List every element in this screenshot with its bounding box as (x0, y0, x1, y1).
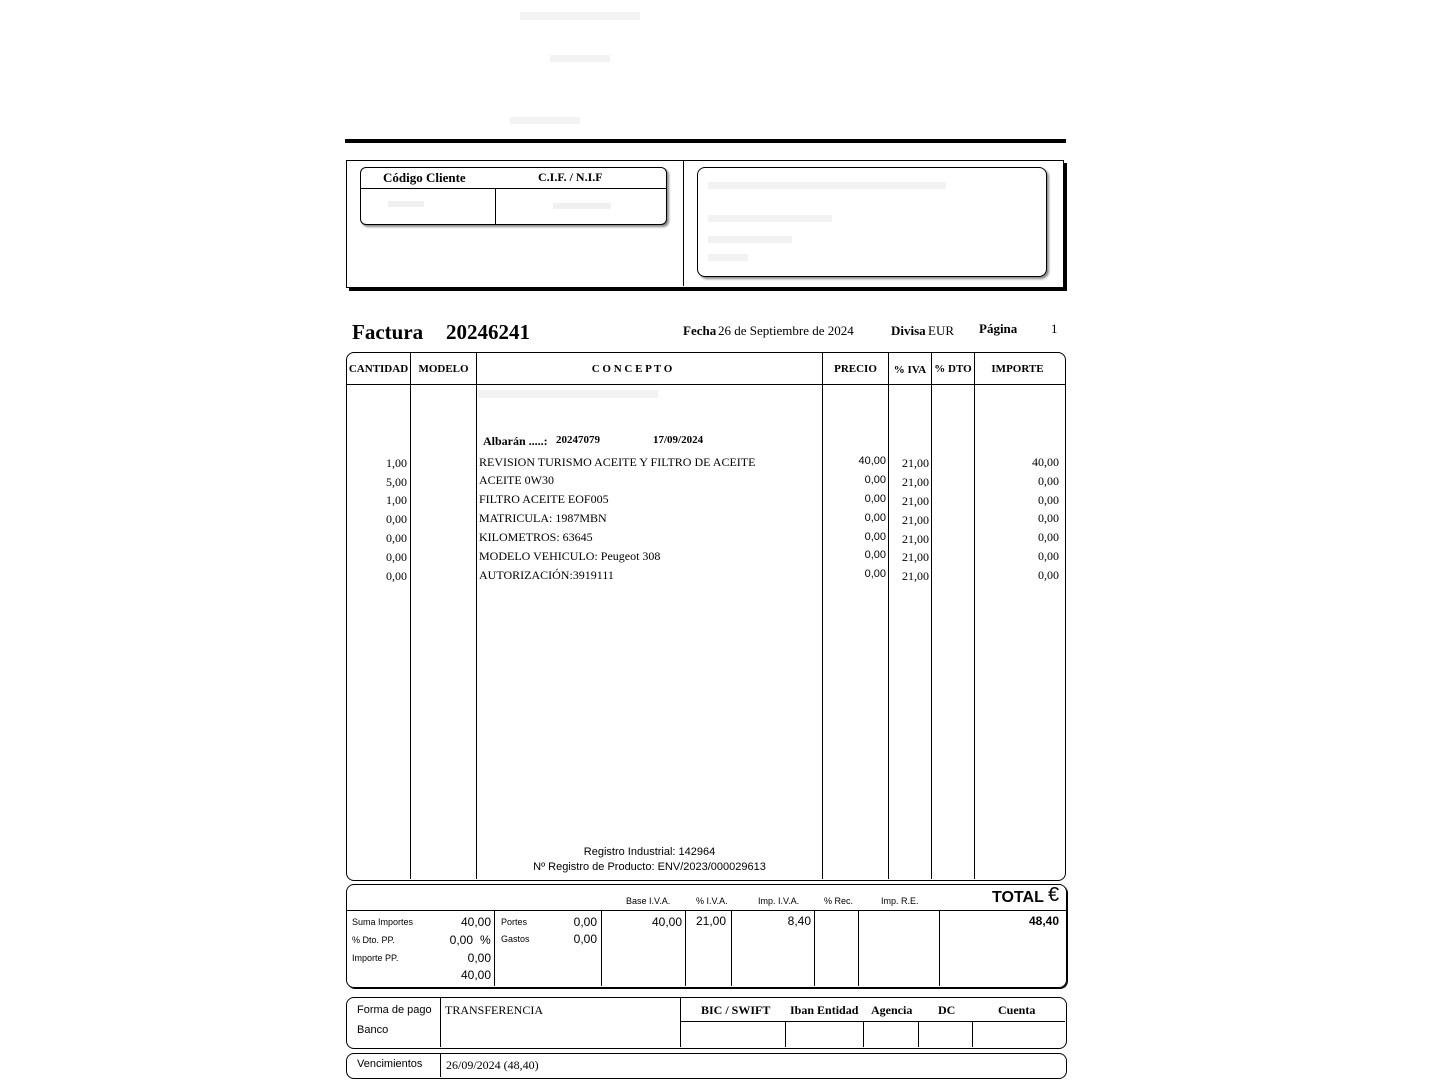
client-code-value-redacted (388, 201, 424, 207)
row-precio: 0,00 (864, 549, 886, 561)
dto-pp-pct: % (480, 933, 491, 947)
totals-sep (939, 911, 940, 986)
row-cantidad: 1,00 (386, 456, 407, 470)
customer-address-box (697, 167, 1047, 277)
albaran-label: Albarán .....: (483, 434, 548, 448)
row-concepto: MATRICULA: 1987MBN (479, 511, 607, 525)
row-importe: 0,00 (1038, 474, 1059, 488)
col-sep (931, 353, 932, 879)
pct-iva-label: % I.V.A. (696, 896, 728, 906)
importe-pp-label: Importe PP. (352, 953, 399, 963)
col-sep (974, 353, 975, 879)
vencimientos-label: Vencimientos (357, 1058, 423, 1070)
payment-sep (918, 1022, 919, 1047)
col-sep (822, 353, 823, 879)
row-precio: 0,00 (864, 512, 886, 524)
items-table (346, 352, 1066, 881)
bic-label: BIC / SWIFT (701, 1003, 771, 1017)
totals-sep (858, 911, 859, 986)
agencia-label: Agencia (871, 1003, 913, 1017)
currency-label: Divisa (891, 323, 926, 338)
totals-sep (814, 911, 815, 986)
company-header-redacted-2 (550, 55, 610, 62)
header-importe: IMPORTE (991, 363, 1044, 375)
suma-label: Suma Importes (352, 917, 414, 927)
forma-pago-value: TRANSFERENCIA (445, 1003, 544, 1017)
registro-industrial: Registro Industrial: 142964 (583, 846, 716, 858)
header-dto: % DTO (934, 363, 972, 375)
client-code-label: Código Cliente (383, 170, 466, 185)
portes-value: 0,00 (573, 915, 597, 929)
header-iva: % IVA (893, 364, 927, 376)
dc-label: DC (938, 1003, 956, 1017)
row-cantidad: 0,00 (386, 531, 407, 545)
row-iva: 21,00 (902, 569, 929, 583)
row-importe: 0,00 (1038, 511, 1059, 525)
albaran-date: 17/09/2024 (653, 434, 704, 446)
pct-iva-value: 21,00 (696, 914, 727, 928)
base-iva-label: Base I.V.A. (626, 896, 671, 906)
forma-pago-label: Forma de pago (357, 1004, 432, 1016)
dto-pp-value: 0,00 (449, 933, 473, 947)
items-header-rule (347, 384, 1065, 385)
invoice-number: 20246241 (446, 320, 530, 344)
euro-icon: € (1048, 884, 1060, 906)
header-cantidad: CANTIDAD (348, 363, 409, 375)
row-iva: 21,00 (902, 532, 929, 546)
row-concepto: ACEITE 0W30 (479, 473, 554, 487)
company-header-redacted-3 (510, 117, 580, 124)
imp-iva-label: Imp. I.V.A. (758, 896, 800, 906)
invoice-title: Factura (352, 320, 424, 344)
totals-header-rule (347, 910, 1066, 911)
totals-sep (685, 911, 686, 986)
imp-re-label: Imp. R.E. (881, 896, 919, 906)
row-importe: 0,00 (1038, 568, 1059, 582)
vencimientos-sep (440, 1054, 441, 1077)
row-iva: 21,00 (902, 475, 929, 489)
base-iva-value: 40,00 (651, 915, 682, 929)
row-concepto: AUTORIZACIÓN:3919111 (479, 568, 614, 582)
row-precio: 0,00 (864, 568, 886, 580)
portes-label: Portes (501, 917, 528, 927)
subtotal-value: 40,00 (460, 968, 491, 982)
row-precio: 0,00 (864, 531, 886, 543)
albaran-number: 20247079 (556, 434, 600, 446)
iban-label: Iban Entidad (790, 1003, 859, 1017)
row-importe: 0,00 (1038, 549, 1059, 563)
payment-sep (440, 998, 441, 1047)
payment-sep (863, 1022, 864, 1047)
col-sep (888, 353, 889, 879)
row-concepto: FILTRO ACEITE EOF005 (479, 492, 609, 506)
date-label: Fecha (683, 323, 717, 338)
header-precio: PRECIO (834, 363, 877, 375)
importe-pp-value: 0,00 (467, 951, 491, 965)
row-cantidad: 0,00 (386, 550, 407, 564)
totals-sep (601, 911, 602, 986)
row-precio: 0,00 (864, 493, 886, 505)
payment-hrule (681, 1021, 1065, 1022)
row-concepto: REVISION TURISMO ACEITE Y FILTRO DE ACEITE (479, 455, 756, 469)
client-divider (683, 161, 684, 286)
row-concepto: MODELO VEHICULO: Peugeot 308 (479, 549, 661, 563)
row-cantidad: 0,00 (386, 512, 407, 526)
row-precio: 0,00 (864, 474, 886, 486)
cif-label: C.I.F. / N.I.F (538, 170, 603, 184)
gastos-label: Gastos (501, 934, 530, 944)
row-iva: 21,00 (902, 494, 929, 508)
total-value: 48,40 (1028, 914, 1059, 928)
payment-sep (680, 998, 681, 1047)
currency-value: EUR (928, 323, 954, 338)
page-value: 1 (1051, 321, 1058, 336)
gastos-value: 0,00 (573, 932, 597, 946)
row-iva: 21,00 (902, 550, 929, 564)
pct-rec-label: % Rec. (824, 896, 854, 906)
banco-label: Banco (357, 1024, 389, 1036)
row-importe: 0,00 (1038, 493, 1059, 507)
date-value: 26 de Septiembre de 2024 (718, 323, 854, 338)
totals-sep (731, 911, 732, 986)
dto-pp-label: % Dto. PP. (352, 935, 395, 945)
row-cantidad: 0,00 (386, 569, 407, 583)
company-header-redacted (520, 12, 640, 20)
header-modelo: MODELO (418, 363, 469, 375)
header-rule (345, 139, 1066, 143)
col-sep (476, 353, 477, 879)
total-label: TOTAL (992, 889, 1044, 906)
cuenta-label: Cuenta (998, 1003, 1036, 1017)
registro-producto: Nº Registro de Producto: ENV/2023/000029613 (533, 861, 766, 873)
row-concepto: KILOMETROS: 63645 (479, 530, 593, 544)
payment-sep (972, 1022, 973, 1047)
row-precio: 40,00 (858, 455, 886, 467)
header-concepto: C O N C E P T O (591, 363, 673, 375)
totals-sep (494, 911, 495, 986)
row-importe: 0,00 (1038, 530, 1059, 544)
row-cantidad: 5,00 (386, 475, 407, 489)
imp-iva-value: 8,40 (787, 914, 811, 928)
row-iva: 21,00 (902, 513, 929, 527)
row-iva: 21,00 (902, 456, 929, 470)
row-cantidad: 1,00 (386, 493, 407, 507)
row-importe: 40,00 (1032, 455, 1059, 469)
suma-value: 40,00 (460, 915, 491, 929)
col-sep (410, 353, 411, 879)
cif-value-redacted (553, 203, 611, 209)
page-label: Página (979, 321, 1018, 336)
payment-sep (785, 1022, 786, 1047)
vencimientos-value: 26/09/2024 (48,40) (446, 1058, 539, 1072)
redacted-line (478, 390, 658, 398)
